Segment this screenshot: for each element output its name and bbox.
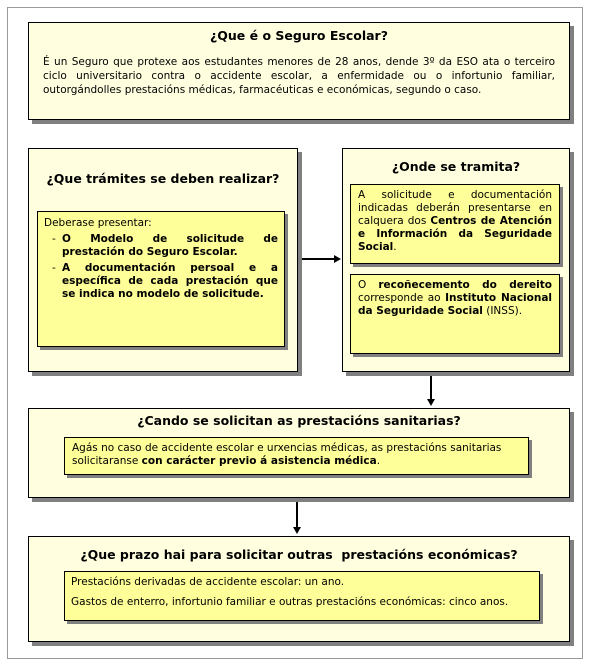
- procedures-title: ¿Que trámites se deben realizar?: [46, 171, 280, 186]
- what-is-box: [28, 22, 570, 120]
- when-text: Agás no caso de accidente escolar e urxencias médicas, as prestacións sanitarias solicitaranse: [72, 442, 502, 467]
- where-inss-bold-institute: Instituto Nacional da Seguridade Social: [358, 292, 553, 317]
- deadline-line-other: Gastos de enterro, infortunio familiar e outras prestacións económicas: cinco anos.: [71, 596, 509, 608]
- where-panel-inss: O recoñecemento do dereito corresponde ao Instituto Nacional da Seguridade Social (INSS).: [350, 274, 560, 354]
- procedure-item: - O Modelo de solicitude de prestación do Seguro Escolar.: [52, 233, 278, 258]
- procedures-box: [28, 148, 298, 372]
- arrow-right: [302, 258, 334, 260]
- deadline-title: ¿Que prazo hai para solicitar outras prestacións económicas?: [80, 547, 518, 562]
- where-panel-centers: A solicitude e documentación indicadas deberán presentarse en calquera dos Centros de Atención e Información da Seguridade Social.: [350, 184, 560, 264]
- where-box: [342, 148, 570, 372]
- when-box: [28, 408, 570, 498]
- what-is-text: É un Seguro que protexe aos estudantes menores de 28 anos, dende 3º da ESO ata o terceiro ciclo universitario contra o accidente escolar, a enfermidade ou o infortunio familiar, outorgándolles prestacións médicas, farmacéuticas e económicas, segundo o caso.: [43, 56, 555, 96]
- arrow-down-2-head: [293, 527, 301, 534]
- what-is-title: ¿Que é o Seguro Escolar?: [210, 28, 388, 43]
- procedures-panel: [37, 211, 285, 347]
- procedure-item-text: O Modelo de solicitude de prestación do Seguro Escolar.: [62, 233, 278, 258]
- where-centers-text: A solicitude e documentación indicadas deberán presentarse en calquera dos: [358, 189, 552, 227]
- procedure-item: - A documentación persoal e a específica de cada prestación que se indica no modelo de solicitude.: [52, 262, 278, 300]
- arrow-down-2: [296, 502, 298, 527]
- arrow-down-1-head: [427, 399, 435, 406]
- where-title: ¿Onde se tramita?: [391, 159, 521, 174]
- procedure-item-text: A documentación persoal e a específica de cada prestación que se indica no modelo de solicitude.: [62, 262, 278, 300]
- procedures-intro: Deberase presentar:: [44, 217, 152, 229]
- arrow-right-head: [334, 255, 341, 263]
- deadline-panel: [64, 571, 540, 621]
- deadline-box: [28, 536, 570, 642]
- arrow-down-1: [430, 376, 432, 399]
- when-panel: Agás no caso de accidente escolar e urxencias médicas, as prestacións sanitarias solicitaranse con carácter previo á asistencia médica.: [64, 437, 529, 475]
- where-centers-bold: Centros de Atención e Información da Seguridade Social: [358, 215, 552, 253]
- deadline-line-accident: Prestacións derivadas de accidente escolar: un ano.: [71, 576, 345, 588]
- where-inss-bold-right: recoñecemento do dereito: [378, 279, 552, 291]
- when-bold: con carácter previo á asistencia médica: [141, 455, 377, 467]
- when-title: ¿Cando se solicitan as prestacións sanitarias?: [137, 413, 461, 428]
